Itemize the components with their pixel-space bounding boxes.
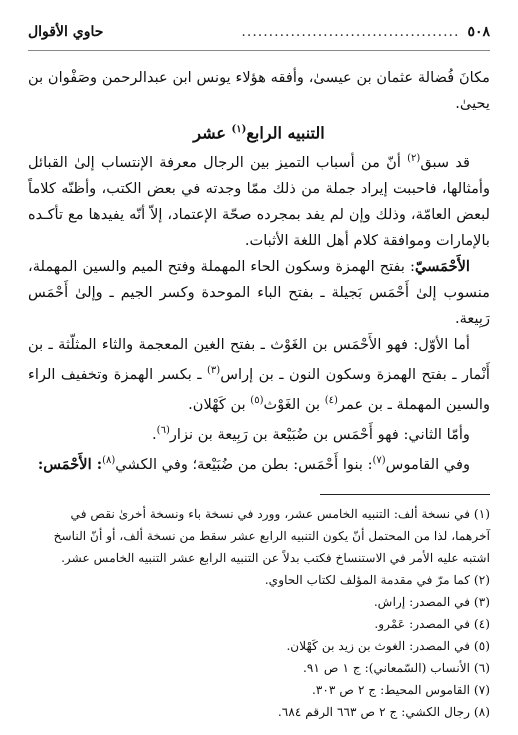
footnote-item: (٢) كما مرّ في مقدمة المؤلف لكتاب الحاوي. [264, 572, 490, 587]
footnote-ref: (٦) [156, 424, 170, 436]
page-number: ٥٠٨ [467, 24, 490, 40]
paragraph-continuation: مكانَ فُضالة عثمان بن عيسىٰ، وأفقه هؤلاء يونس ابن عبدالرحمن وصَفْوان بن يحيىٰ. [28, 69, 490, 112]
footnote-divider [320, 494, 490, 495]
text-run: ـ بكسر الهمزة وتخفيف الراء والسين المهملة ـ بن عمر [28, 366, 490, 413]
text-run: وفي القاموس [385, 455, 470, 473]
paragraph-qamus [28, 448, 490, 478]
footnote-ref: (٤) [324, 395, 338, 407]
footnotes [28, 503, 490, 723]
footnote-item: (٤) في المصدر: عَمْرو. [374, 616, 490, 631]
footnote-ref: (٢) [407, 153, 421, 165]
footnote-item: (٥) في المصدر: الغوث بن زيد بن كَهْلان. [286, 638, 490, 653]
text-run: بن كَهْلان. [188, 395, 251, 413]
section-title-tail: عشر [193, 123, 232, 143]
section-title-text: التنبيه الرابع [246, 123, 325, 143]
text-run: وأمّا الثاني: فهو أَحْمَس بن ضُبَيْعة بن رَبِيعة بن نزار [169, 425, 470, 443]
header-title: حاوي الأقوال [28, 24, 104, 40]
footnote-item: (٧) القاموس المحيط: ج ٢ ص ٣٠٣. [311, 682, 490, 697]
footnote-ref: (٧) [372, 454, 386, 466]
text-run: أنّ من أسباب التميز بين الرجال معرفة الإنتساب إلىٰ القبائل وأمثالها، فاحببت إيراد جملة من ذلك ممّا وجدته في بعض الكتب، وأظنّه كلاماً لبعض العامّة، وذلك وإن لم يفد بمجرده صحّة الإعتماد، إلاّ أنّه يفيدها مع تأكـده بالإمارات وموافقة كلام أهل اللغة الأثبات. [28, 154, 490, 250]
text-run: أما الأوّل: فهو الأَحْمَس بن الغَوْث ـ بفتح الغين المعجمة والثاء المثلّثة ـ بن أَنْمار ـ بفتح الهمزة وسكون النون ـ بن إراس [28, 336, 490, 384]
section-title [28, 117, 490, 146]
text-run: : بنوا أَحْمَس: بطن من ضُبَيْعة؛ وفي الكشي [115, 455, 373, 473]
text-run: : بفتح الهمزة وسكون الحاء المهملة وفتح الميم والسين المهملة، منسوب إلىٰ أَحْمَس بَجيلة ـ بفتح الباء الموحدة وكسر الجيم ـ وإلىٰ أَحْمَس رَبِيعة. [28, 258, 490, 328]
paragraph-first [28, 332, 490, 418]
entry-headword: الأَحْمَسيّ [414, 258, 470, 276]
footnote-ref: (١) [231, 124, 247, 135]
footnote-item: (٨) رجال الكشي: ج ٢ ص ٦٦٣ الرقم ٦٨٤. [277, 704, 490, 719]
footnote-item: (٦) الأنساب (السّمعاني): ج ١ ص ٩١. [303, 660, 490, 675]
footnote-ref: (٣) [207, 365, 221, 377]
footnote-ref: (٥) [250, 395, 264, 407]
paragraph-entry-ahmasi [28, 254, 490, 332]
text-run: : الأَحْمَس: [37, 455, 103, 473]
footnote-item: (١) في نسخة ألف: التنبيه الخامس عشر، وورد في نسخة باء ونسخة أخرىٰ نقص في آخرهما، لذا من المحتمل أنّ يكون التنبيه الرابع عشر سقط من نسخة ألف، أو أنّ الناسخ اشتبه عليه الأمر في الاستنساخ فكتب بدلاً عن التنبيه الرابع عشر التنبيه الخامس عشر. [53, 506, 490, 565]
text-run: قد سبق [420, 154, 470, 172]
main-text [28, 65, 490, 478]
running-header [28, 24, 490, 51]
header-dot-leader: ........................................ [241, 24, 460, 40]
text-run: بن الغَوْث [263, 395, 325, 413]
footnote-ref: (٨) [102, 454, 116, 466]
text-run: . [152, 425, 157, 443]
paragraph-intro [28, 146, 490, 254]
footnote-item: (٣) في المصدر: إراش. [373, 594, 490, 609]
paragraph-second [28, 418, 490, 448]
